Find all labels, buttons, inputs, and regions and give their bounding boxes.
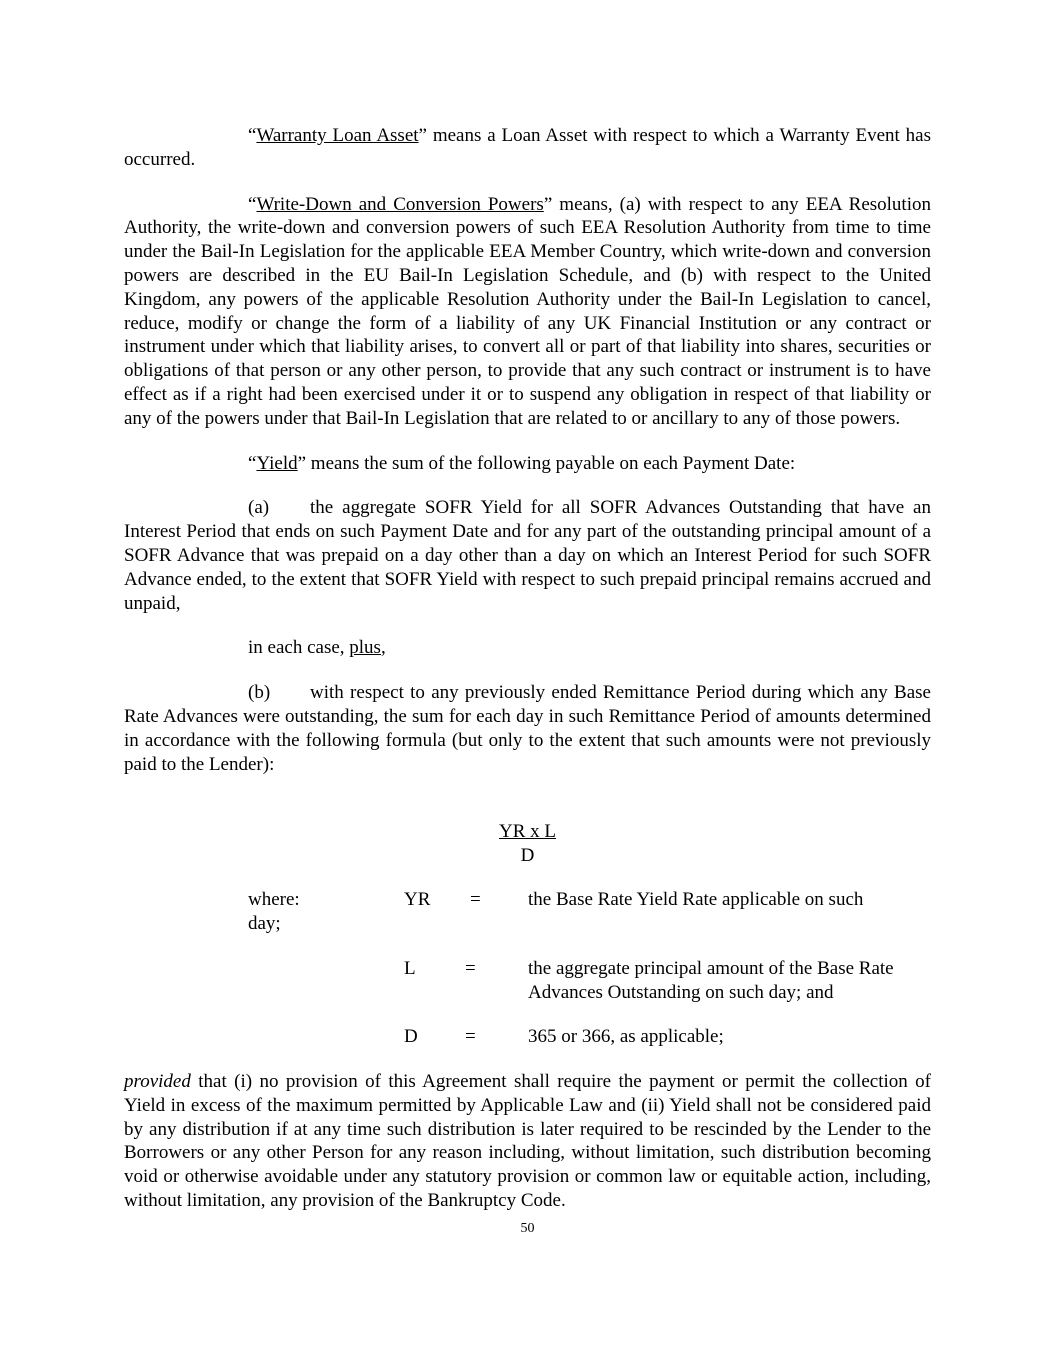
close-quote: ” (543, 193, 553, 215)
formula-numerator (124, 820, 931, 844)
definition-yield (124, 452, 931, 476)
definition-text: means the sum of the following payable on each Payment Date: (306, 452, 796, 474)
where-symbol-yr: YR (404, 889, 431, 910)
proviso-text: that (i) no provision of this Agreement shall require the payment or permit the collection of Yield in excess of the maximum permitted by Applicable Law and (ii) Yield shall not be considered paid by any distribution if at any time such distribution is later required to be rescinded by the Lender to the Borrowers or any other Person for any reason including, without limitation, such distribution becoming void or otherwise avoidable under any statutory provision or common law or equitable action, including, without limitation, any provision of the Bankruptcy Code. (124, 1071, 931, 1211)
definition-text: means a Loan Asset with respect to which a Warranty Event has occurred. (124, 125, 931, 170)
open-quote: “ (248, 452, 257, 474)
connector-prefix: in each case, (248, 637, 350, 659)
where-definition-yr-continued: day; (248, 913, 281, 934)
definition-write-down-conversion-powers (124, 193, 931, 431)
close-quote: ” (418, 125, 427, 146)
formula-denominator: D (520, 845, 535, 866)
where-equals: = (465, 1026, 476, 1047)
clause-text: with respect to any previously ended Remittance Period during which any Base Rate Advances were outstanding, the sum for each day in such Remittance Period of amounts determined in accordance with the following formula (but only to the extent that such amounts were not previously paid to the Lender): (124, 682, 931, 775)
where-definition-l: the aggregate principal amount of the Base Rate Advances Outstanding on such day; and (528, 958, 894, 1003)
where-symbol-l: L (404, 958, 416, 979)
connector-plus (124, 636, 931, 660)
clause-marker: (a) (248, 497, 270, 519)
clause-text: the aggregate SOFR Yield for all SOFR Advances Outstanding that have an Interest Period that ends on such Payment Date and for any part of the outstanding principal amount of a SOFR Advance that was prepaid on a day other than a day on which an Interest Period for such SOFR Advance ended, to the extent that SOFR Yield with respect to such prepaid principal remains accrued and unpaid, (124, 497, 931, 614)
open-quote: “ (248, 193, 257, 215)
document-body (124, 124, 931, 776)
proviso-paragraph (124, 1070, 931, 1213)
defined-term: Warranty Loan Asset (256, 125, 419, 146)
defined-term: Write-Down and Conversion Powers (256, 193, 544, 215)
close-quote: ” (297, 452, 307, 474)
clause-b (124, 681, 931, 776)
where-symbol-d: D (404, 1026, 418, 1047)
definition-text: means, (a) with respect to any EEA Resolution Authority, the write-down and conversion powers of such EEA Resolution Authority from time to time under the Bail-In Legislation for the applicable EEA Member Country, which write-down and conversion powers are described in the EU Bail-In Legislation Schedule, and (b) with respect to the United Kingdom, any powers of the applicable Resolution Authority under the Bail-In Legislation to cancel, reduce, modify or change the form of a liability of any UK Financial Institution or any contract or instrument under which that liability arises, to convert all or part of that liability into shares, securities or obligations of that person or any other person, to provide that any such contract or instrument is to have effect as if a right had been exercised under it or to suspend any obligation in respect of that liability or any of the powers under that Bail-In Legislation that are related to or ancillary to any of those powers. (124, 193, 931, 429)
proviso-lead: provided (124, 1071, 191, 1092)
connector-plus-word: plus (349, 637, 381, 659)
definition-warranty-loan-asset (124, 124, 931, 172)
where-equals: = (470, 889, 481, 910)
where-definition-yr: the Base Rate Yield Rate applicable on such (528, 889, 864, 910)
clause-marker: (b) (248, 682, 271, 704)
defined-term: Yield (256, 452, 298, 474)
connector-suffix: , (380, 637, 386, 659)
where-label: where: (248, 889, 300, 910)
open-quote: “ (248, 125, 257, 146)
where-definition-d: 365 or 366, as applicable; (528, 1026, 724, 1047)
clause-a (124, 496, 931, 615)
where-equals: = (465, 958, 476, 979)
numerator-text: YR x L (499, 821, 556, 842)
page-number: 50 (520, 1221, 535, 1236)
